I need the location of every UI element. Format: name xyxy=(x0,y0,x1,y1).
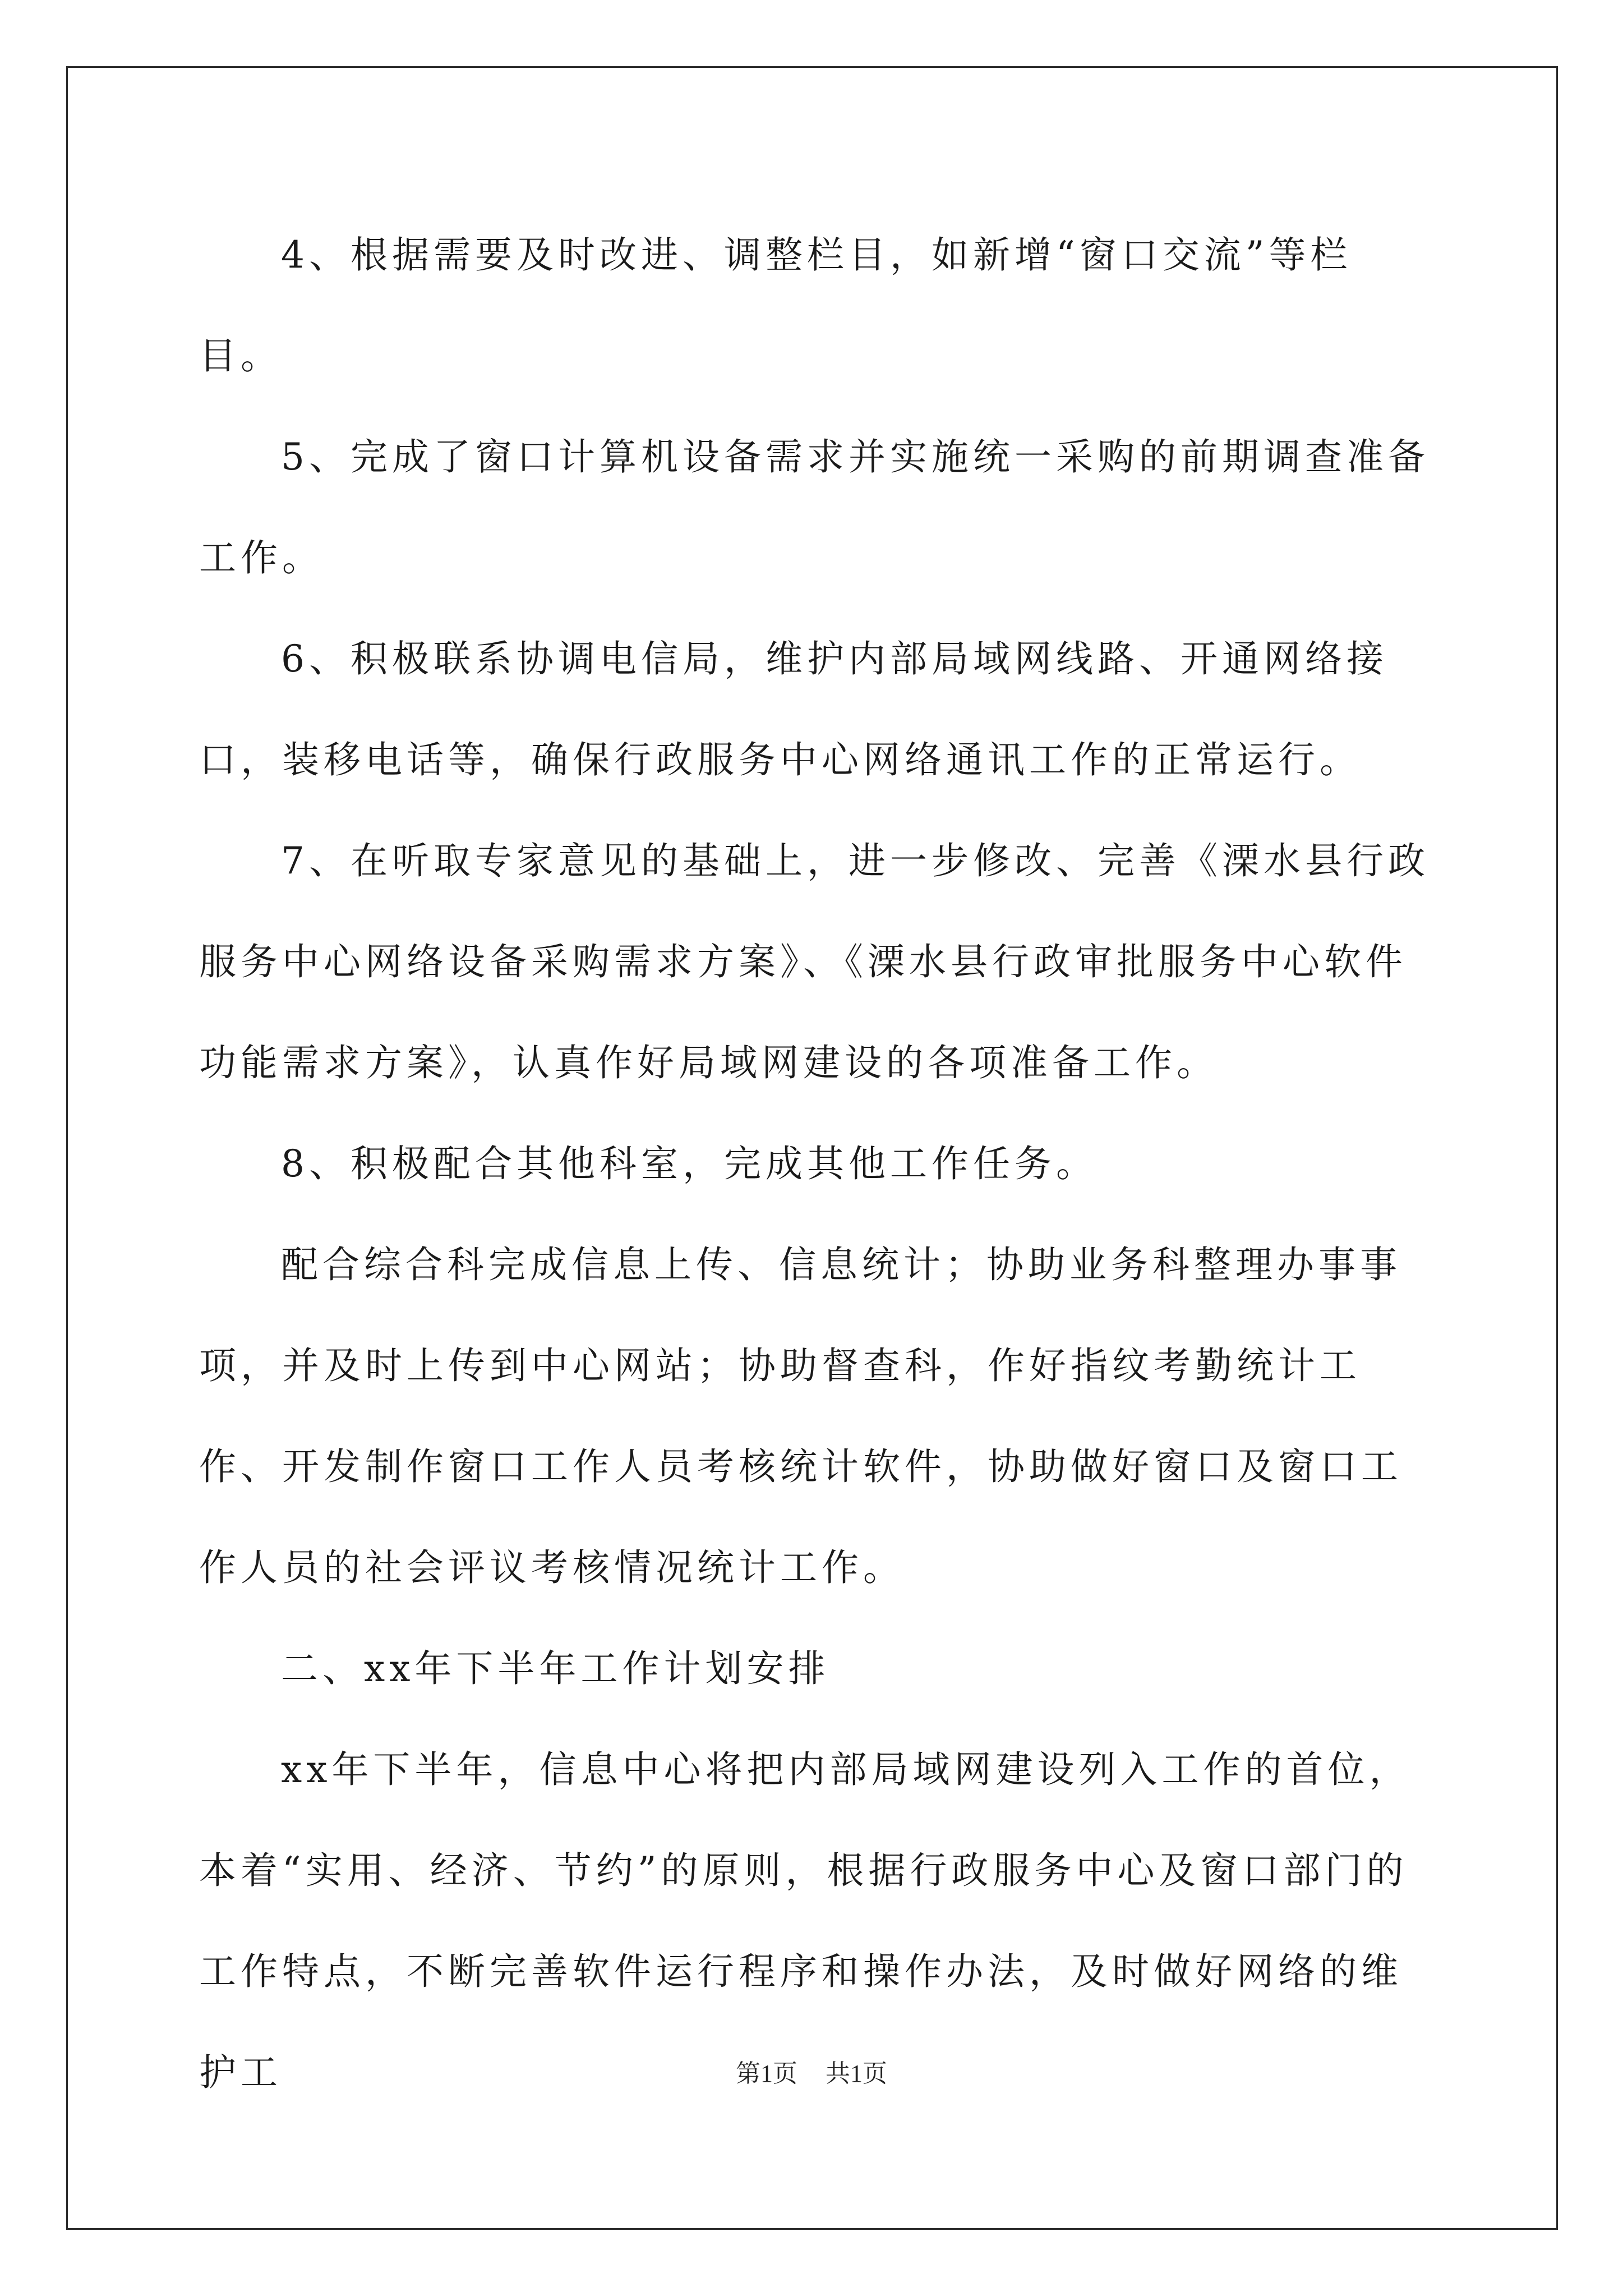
paragraph-item-7: 7、在听取专家意见的基础上，进一步修改、完善《溧水县行政服务中心网络设备采购需求方案》、《溧水县行政审批服务中心软件功能需求方案》，认真作好局域网建设的各项准备工作。 xyxy=(199,839,1430,1084)
paragraph-plan-intro: xx年下半年，信息中心将把内部局域网建设列入工作的首位，本着“实用、经济、节约”的原则，根据行政服务中心及窗口部门的工作特点，不断完善软件运行程序和操作办法，及时做好网络的维护工 xyxy=(199,1748,1411,2094)
paragraph-item-4: 4、根据需要及时改进、调整栏目，如新增“窗口交流”等栏目。 xyxy=(199,233,1352,378)
paragraph-item-8: 8、积极配合其他科室，完成其他工作任务。 xyxy=(281,1142,1098,1185)
page-number: 第1页 xyxy=(736,2060,797,2087)
paragraph-item-6: 6、积极联系协调电信局，维护内部局域网线路、开通网络接口，装移电话等，确保行政服务中心网络通讯工作的正常运行。 xyxy=(199,637,1388,781)
page-total: 共1页 xyxy=(826,2060,887,2087)
paragraph-item-5: 5、完成了窗口计算机设备需求并实施统一采购的前期调查准备工作。 xyxy=(199,435,1430,579)
paragraph-cooperation: 配合综合科完成信息上传、信息统计；协助业务科整理办事事项，并及时上传到中心网站；协助督查科，作好指纹考勤统计工作、开发制作窗口工作人员考核统计软件，协助做好窗口及窗口工作人员的社会评议考核情况统计工作。 xyxy=(199,1243,1403,1589)
document-body xyxy=(199,205,1433,2123)
page-footer xyxy=(0,2053,1623,2089)
section-heading-plan: 二、xx年下半年工作计划安排 xyxy=(281,1647,830,1690)
